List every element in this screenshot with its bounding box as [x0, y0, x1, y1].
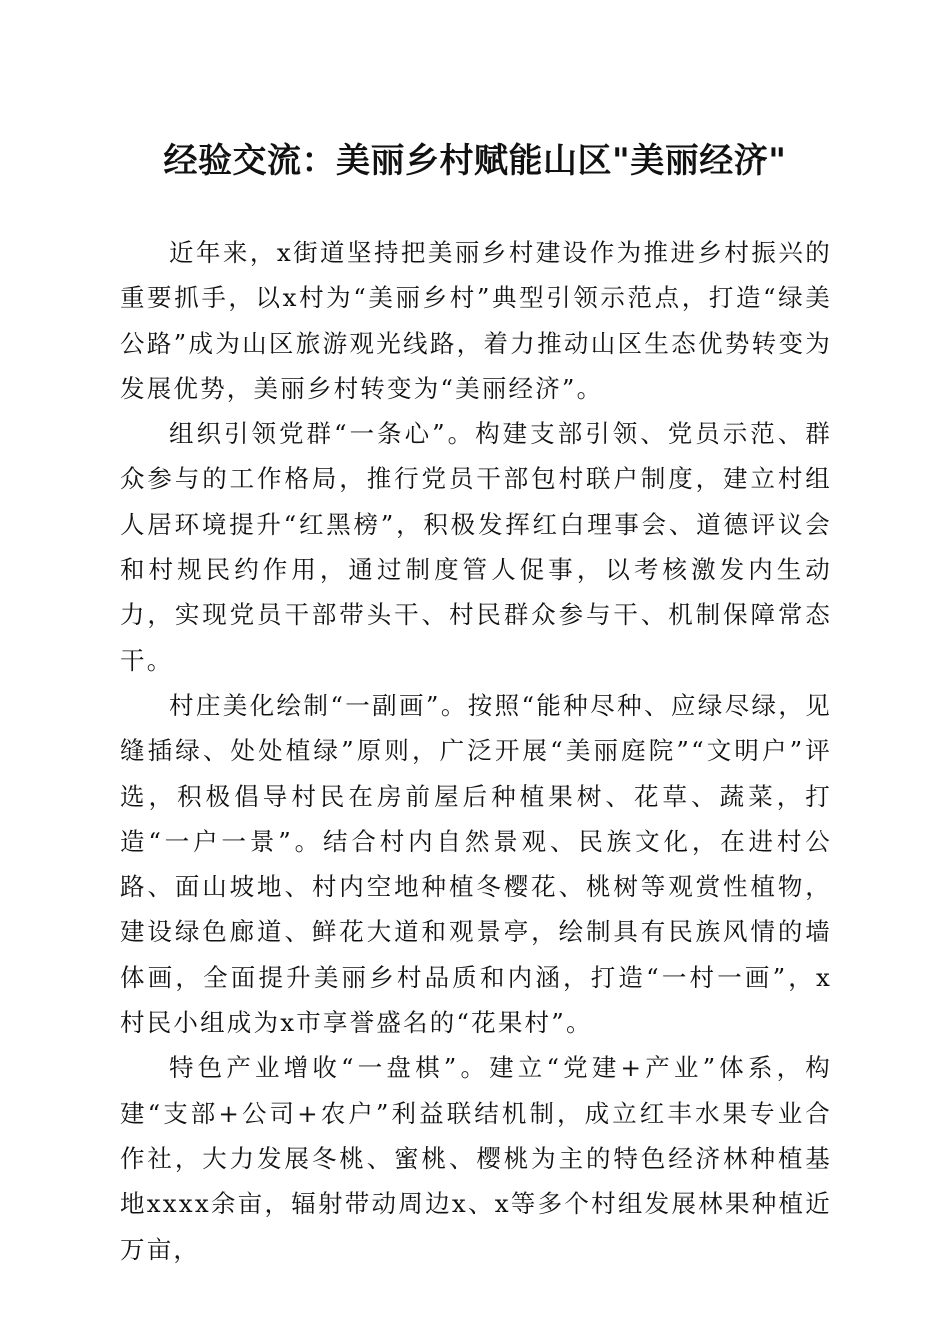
- paragraph-party-organization: 组织引领党群“一条心”。构建支部引领、党员示范、群众参与的工作格局，推行党员干部包村联户制度，建立村组人居环境提升“红黑榜”，积极发挥红白理事会、道德评议会和村规民约作用，通过制度管人促事，以考核激发内生动力，实现党员干部带头干、村民群众参与干、机制保障常态干。: [120, 419, 832, 675]
- paragraph-village-beautification: 村庄美化绘制“一副画”。按照“能种尽种、应绿尽绿，见缝插绿、处处植绿”原则，广泛开展“美丽庭院”“文明户”评选，积极倡导村民在房前屋后种植果树、花草、蔬菜，打造“一户一景”。结合村内自然景观、民族文化，在进村公路、面山坡地、村内空地种植冬樱花、桃树等观赏性植物，建设绿色廊道、鲜花大道和观景亭，绘制具有民族风情的墙体画，全面提升美丽乡村品质和内涵，打造“一村一画”，x村民小组成为x市享誉盛名的“花果村”。: [120, 690, 832, 1038]
- paragraph-specialty-industry: 特色产业增收“一盘棋”。建立“党建+产业”体系，构建“支部+公司+农户”利益联结机制，成立红丰水果专业合作社，大力发展冬桃、蜜桃、樱桃为主的特色经济林种植基地xxxx余亩，辐射带动周边x、x等多个村组发展林果种植近万亩，: [120, 1053, 832, 1264]
- document-title: 经验交流：美丽乡村赋能山区"美丽经济": [163, 141, 787, 181]
- paragraph-intro: 近年来，x街道坚持把美丽乡村建设作为推进乡村振兴的重要抓手，以x村为“美丽乡村”典型引领示范点，打造“绿美公路”成为山区旅游观光线路，着力推动山区生态优势转变为发展优势，美丽乡村转变为“美丽经济”。: [120, 238, 832, 403]
- document-body: [120, 230, 832, 1272]
